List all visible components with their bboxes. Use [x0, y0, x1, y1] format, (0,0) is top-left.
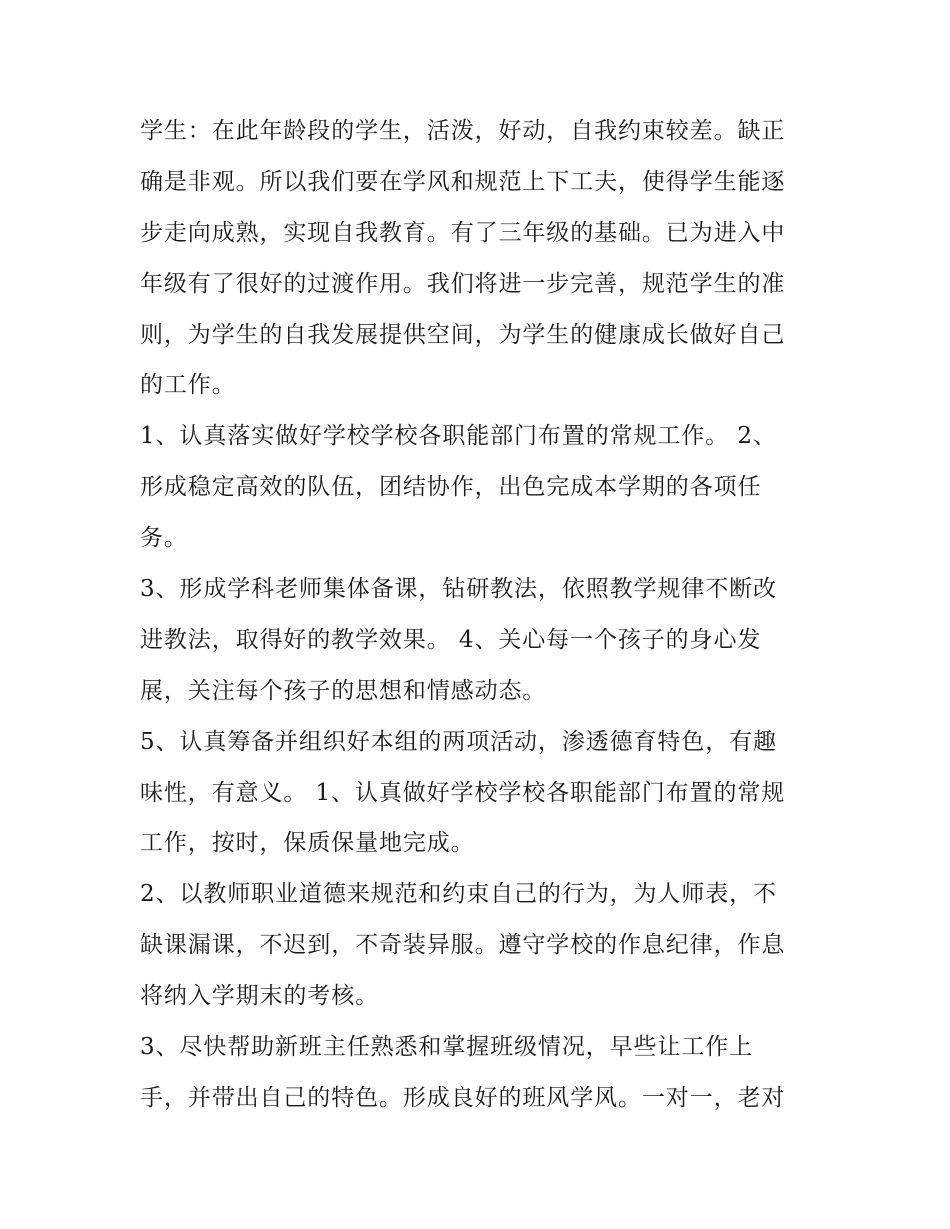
text-line: 将纳入学期末的考核。 [140, 983, 379, 1010]
text-line: 的工作。 [140, 372, 236, 399]
text-line: 3、形成学科老师集体备课，钻研教法，依照教学规律不断改 [140, 576, 777, 603]
text-line: 学生：在此年龄段的学生，活泼，好动，自我约束较差。缺正 [140, 118, 786, 144]
text-line: 年级有了很好的过渡作用。我们将进一步完善，规范学生的准 [140, 270, 786, 297]
text-line: 形成稳定高效的队伍，团结协作，出色完成本学期的各项任 [140, 474, 762, 501]
text-line: 确是非观。所以我们要在学风和规范上下工夫，使得学生能逐 [140, 168, 786, 195]
text-line: 手，并带出自己的特色。形成良好的班风学风。一对一，老对 [140, 1084, 786, 1111]
text-line: 2、以教师职业道德来规范和约束自己的行为，为人师表，不 [140, 881, 777, 908]
text-line: 3、尽快帮助新班主任熟悉和掌握班级情况，早些让工作上 [140, 1034, 754, 1061]
text-line: 则，为学生的自我发展提供空间，为学生的健康成长做好自己 [140, 321, 786, 348]
text-line: 工作，按时，保质保量地完成。 [140, 830, 475, 857]
text-line: 味性，有意义。 1、认真做好学校学校各职能部门布置的常规 [140, 779, 786, 806]
document-body [140, 106, 820, 1124]
text-line: 展，关注每个孩子的思想和情感动态。 [140, 677, 547, 704]
text-line: 步走向成熟，实现自我教育。有了三年级的基础。已为进入中 [140, 219, 786, 246]
text-line: 5、认真筹备并组织好本组的两项活动，渗透德育特色，有趣 [140, 728, 777, 755]
text-line: 务。 [140, 525, 188, 552]
text-line: 1、认真落实做好学校学校各职能部门布置的常规工作。 2、 [140, 423, 777, 450]
text-line: 进教法，取得好的教学效果。 4、关心每一个孩子的身心发 [140, 626, 762, 653]
text-line: 缺课漏课，不迟到，不奇装异服。遵守学校的作息纪律，作息 [140, 932, 786, 959]
